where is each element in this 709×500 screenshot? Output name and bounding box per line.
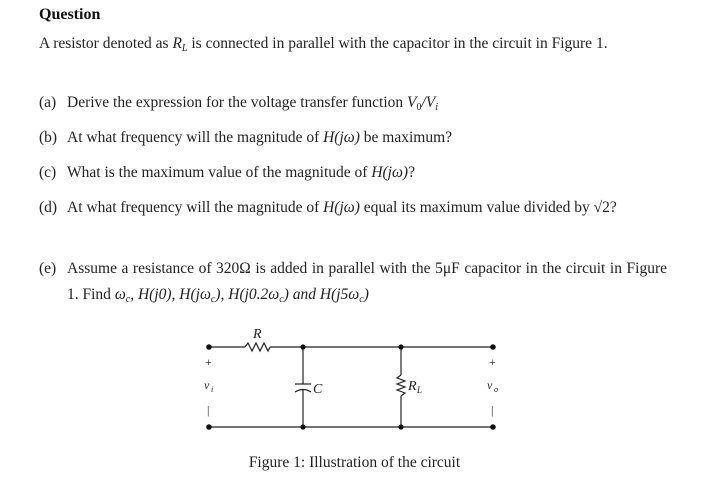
part-a-math: V (407, 94, 417, 111)
intro-symbol: R (172, 35, 182, 52)
output-plus-sign: + (489, 355, 496, 369)
output-voltage-label: v (487, 378, 493, 392)
part-a-text (67, 90, 667, 116)
node-capacitor-bottom (300, 424, 305, 429)
part-e-rest3-sub: c (359, 294, 364, 305)
part-a-pre: Derive the expression for the voltage transfer function (67, 94, 408, 111)
capacitor-label: C (313, 382, 323, 397)
part-a-math-sub: 0 (416, 102, 422, 113)
part-e-rest-sub: c (210, 294, 216, 305)
node-capacitor-top (300, 344, 305, 349)
circuit-diagram (195, 325, 515, 440)
load-resistor-zigzag (397, 375, 405, 396)
node-load-top (398, 344, 403, 349)
resistor-r-label: R (253, 327, 262, 342)
part-e-rest4: ) (363, 286, 369, 303)
part-e-math-sub: c (125, 294, 131, 305)
output-terminal-bottom (490, 424, 496, 430)
output-voltage-sub: o (494, 385, 498, 394)
part-c-label: (c) (39, 164, 57, 181)
input-terminal-bottom (206, 424, 212, 430)
part-d-label: (d) (39, 199, 58, 216)
part-b-post: be maximum? (359, 129, 453, 146)
part-b (39, 125, 669, 151)
part-c-math: H(jω) (371, 164, 409, 181)
question-heading: Question (39, 6, 101, 23)
part-c-text (67, 160, 667, 186)
part-e-rest2-sub: c (279, 294, 284, 305)
intro-symbol-sub: L (181, 43, 188, 54)
part-c-pre: What is the maximum value of the magnitude of (67, 164, 372, 181)
part-d-math: H(jω) (323, 199, 360, 216)
input-plus-sign: + (205, 355, 212, 369)
part-a-math-sub2: i (435, 102, 439, 113)
part-b-label: (b) (39, 129, 58, 146)
part-d-text (67, 195, 667, 221)
part-d-post: equal its maximum value divided by (359, 199, 594, 216)
load-resistor-sub: L (417, 385, 423, 395)
part-d (39, 195, 669, 221)
part-e-math: ω (114, 286, 126, 303)
part-a-math-mid: /V (421, 94, 436, 111)
part-e-text (67, 256, 667, 308)
part-d-pre: At what frequency will the magnitude of (67, 199, 324, 216)
intro-pre: A resistor denoted as (39, 35, 173, 52)
part-e-rest: , H(j0), H(jω (130, 286, 211, 303)
part-c-post: ? (408, 164, 415, 181)
part-e-rest2: ), H(j0.2ω (215, 286, 280, 303)
input-voltage-sub: i (211, 385, 214, 394)
intro-post: is connected in parallel with the capacitor in the circuit in Figure 1. (187, 35, 608, 52)
part-e (39, 256, 669, 308)
output-terminal-top (490, 344, 496, 350)
part-a (39, 90, 669, 116)
part-a-label: (a) (39, 94, 57, 111)
resistor-r-zigzag (245, 343, 270, 351)
part-e-line: Assume a resistance of 320Ω is added in parallel with the 5μF capacitor in the circuit in Figure 1. Find (67, 260, 667, 303)
input-minus-sign: | (207, 403, 210, 417)
input-terminal-top (206, 344, 212, 350)
output-minus-sign: | (491, 403, 494, 417)
part-c (39, 160, 669, 186)
node-load-bottom (398, 424, 403, 429)
part-b-pre: At what frequency will the magnitude of (67, 129, 324, 146)
input-voltage-label: v (204, 378, 210, 392)
figure-caption: Figure 1: Illustration of the circuit (248, 454, 461, 471)
part-b-text (67, 125, 667, 151)
part-e-label: (e) (39, 260, 57, 277)
part-e-rest3: ) and H(j5ω (283, 286, 360, 303)
part-b-math: H(jω) (323, 129, 360, 146)
part-d-tail: √2? (593, 199, 617, 216)
load-resistor-label: R (408, 379, 417, 394)
question-intro (39, 31, 669, 57)
